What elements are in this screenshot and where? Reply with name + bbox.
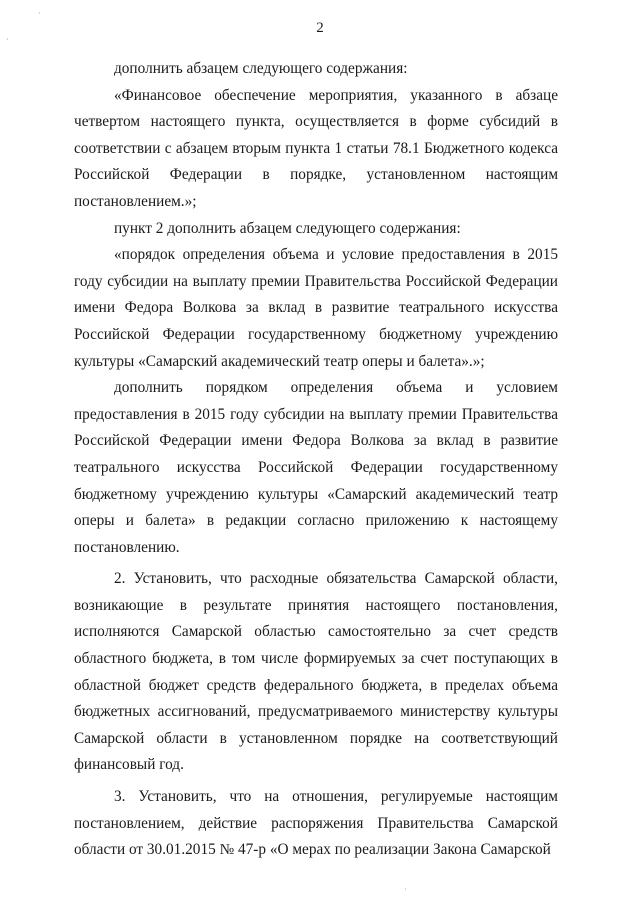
paragraph: «Финансовое обеспечение мероприятия, указанного в абзаце четвертом настоящего пункта, осуществляется в форме субсидий в соответствии с абзацем вторым пункта 1 статьи 78.1 Бюджетного кодекса Российской Федерации в порядке, установленном настоящим постановлением.»; (74, 86, 558, 210)
paragraph: дополнить абзацем следующего содержания: (114, 60, 408, 77)
paragraph: «порядок определения объема и условие предоставления в 2015 году субсидии на выплату премии Правительства Российской Федерации имени Федора Волкова за вклад в развитие театрального искусства Российской Федерации государственному бюджетному учреждению культуры «Самарский академический театр оперы и балета».»; (74, 246, 558, 370)
page-number: 2 (316, 20, 324, 36)
scan-speck: · (404, 885, 407, 894)
scan-speck: · (6, 35, 9, 44)
paragraph: пункт 2 дополнить абзацем следующего содержания: (114, 219, 461, 237)
document-body (74, 56, 558, 864)
paragraph: 2. Установить, что расходные обязательства Самарской области, возникающие в результате принятия настоящего постановления, исполняются Самарской областью самостоятельно за счет средств областного бюджета, в том числе формируемых за счет поступающих в областной бюджет средств федерального бюджета, в пределах объема бюджетных ассигнований, предусматриваемого министерству культуры Самарской области в установленном порядке на соответствующий финансовый год. (74, 570, 558, 774)
scan-speck: · (38, 9, 41, 18)
paragraph: дополнить порядком определения объема и условием предоставления в 2015 году субсидии на выплату премии Правительства Российской Федерации имени Федора Волкова за вклад в развитие театрального искусства Российской Федерации государственному бюджетному учреждению культуры «Самарский академический театр оперы и балета» в редакции согласно приложению к настоящему постановлению. (74, 379, 558, 556)
paragraph: 3. Установить, что на отношения, регулируемые настоящим постановлением, действие распоряжения Правительства Самарской области от 30.01.2015 № 47-р «О мерах по реализации Закона Самарской (74, 788, 558, 859)
